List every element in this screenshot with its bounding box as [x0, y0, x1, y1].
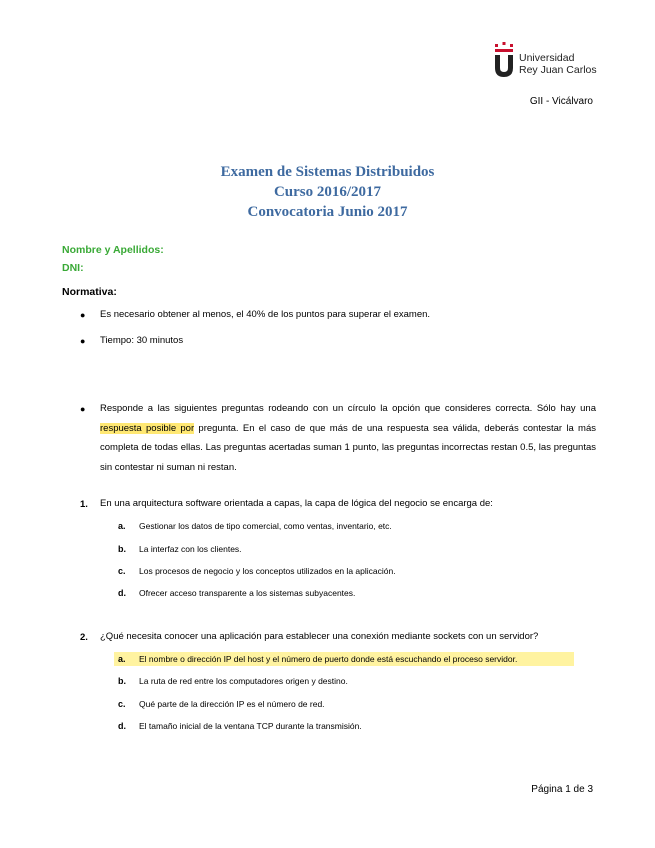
option-text: La interfaz con los clientes. — [139, 544, 242, 554]
course-year: Curso 2016/2017 — [273, 184, 382, 200]
campus-label: GII - Vicálvaro — [529, 96, 593, 107]
option-letter: a. — [118, 654, 126, 664]
bullet-icon: ● — [80, 310, 86, 320]
option-letter: c. — [118, 699, 126, 709]
page-number: Página 1 de 3 — [531, 784, 593, 795]
logo-text-line1: Universidad — [519, 52, 575, 64]
option-letter: b. — [118, 544, 126, 554]
option-text: La ruta de red entre los computadores origen y destino. — [139, 676, 348, 686]
instructions-text: Responde a las siguientes preguntas rodeando con un círculo la opción que consideres correcta. Sólo hay una — [100, 403, 596, 414]
question-text: ¿Qué necesita conocer una aplicación para establecer una conexión mediante sockets con un servidor? — [100, 631, 539, 642]
instructions-text: pregunta. En el caso de que más de una respuesta sea válida, deberás contestar la más completa de todas ellas. Las preguntas acertadas suman 1 punto, las preguntas incorrectas restan 0.5, las preguntas sin contestar ni suman ni restan. — [100, 422, 596, 473]
university-logo — [492, 42, 602, 82]
exam-session: Convocatoria Junio 2017 — [247, 204, 408, 220]
option-text: Qué parte de la dirección IP es el número de red. — [139, 699, 325, 709]
bullet-icon: ● — [80, 404, 86, 414]
dni-field-label: DNI: — [62, 262, 84, 274]
rule-item: Es necesario obtener al menos, el 40% de los puntos para superar el examen. — [100, 309, 431, 320]
question-text: En una arquitectura software orientada a capas, la capa de lógica del negocio se encarga de: — [100, 498, 493, 509]
option-text: Los procesos de negocio y los conceptos utilizados en la aplicación. — [139, 566, 396, 576]
option-text: Gestionar los datos de tipo comercial, como ventas, inventario, etc. — [139, 521, 392, 531]
name-field-label: Nombre y Apellidos: — [62, 244, 164, 256]
option-letter: b. — [118, 676, 126, 686]
option-text: El nombre o dirección IP del host y el número de puerto donde está escuchando el proceso servidor. — [139, 654, 518, 664]
option-letter: d. — [118, 588, 126, 598]
instructions-highlight: respuesta posible por — [100, 422, 195, 434]
university-crown-icon — [492, 42, 516, 78]
option-letter: a. — [118, 521, 126, 531]
logo-text-line2: Rey Juan Carlos — [519, 64, 597, 76]
bullet-icon: ● — [80, 336, 86, 346]
question-number: 2. — [80, 632, 88, 643]
option-text: El tamaño inicial de la ventana TCP durante la transmisión. — [139, 721, 362, 731]
option-letter: c. — [118, 566, 126, 576]
option-letter: d. — [118, 721, 126, 731]
question-number: 1. — [80, 499, 88, 510]
exam-title: Examen de Sistemas Distribuidos — [220, 164, 435, 180]
rules-heading: Normativa: — [62, 286, 117, 298]
option-text: Ofrecer acceso transparente a los sistemas subyacentes. — [139, 588, 356, 598]
instructions-paragraph — [100, 399, 596, 477]
rule-item: Tiempo: 30 minutos — [100, 335, 184, 346]
